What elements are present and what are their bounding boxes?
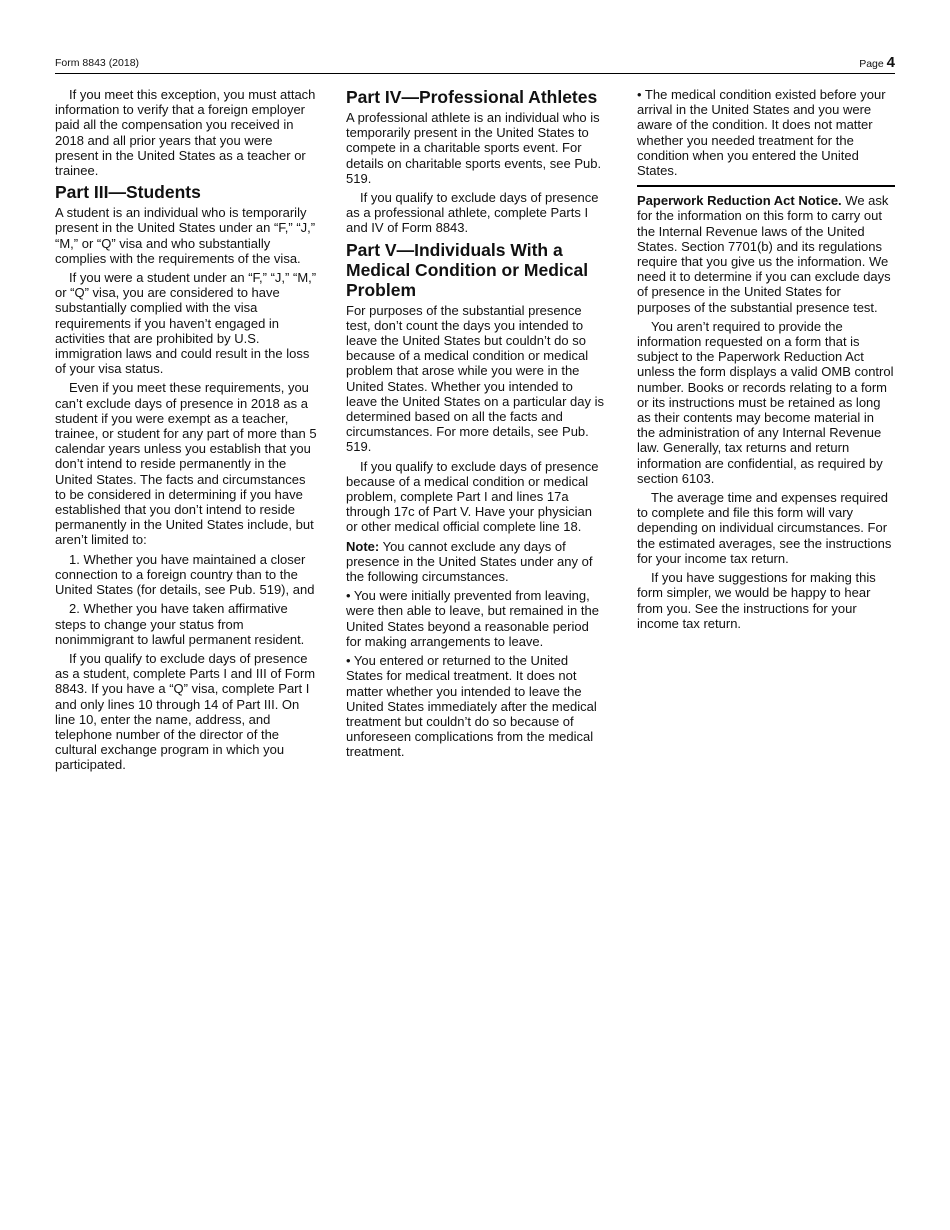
page-number-value: 4 xyxy=(886,54,895,71)
paperwork-notice xyxy=(637,193,895,315)
column-left xyxy=(55,87,317,777)
paragraph: A professional athlete is an individual who is temporarily present in the United States to compete in a charitable sports event. For details on charitable sports events, see Pub. 519. xyxy=(346,110,602,186)
paragraph: If you qualify to exclude days of presence because of a medical condition or medical problem, complete Part I and lines 17a through 17c of Part V. Have your physician or other medical official complete line 18. xyxy=(346,458,599,535)
note-text: You cannot exclude any days of presence in the United States under any of the following circumstances. xyxy=(346,538,593,585)
list-item: 2. Whether you have taken affirmative steps to change your status from nonimmigrant to lawful permanent resident. xyxy=(55,601,305,647)
bullet-item: • The medical condition existed before your arrival in the United States and you were aware of the condition. It does not matter whether you needed treatment for the condition when you entered the United States. xyxy=(637,87,886,179)
paragraph: A student is an individual who is temporarily present in the United States under an “F,” “J,” “M,” or “Q” visa and who substantially complies with the requirements of the visa. xyxy=(55,205,316,266)
column-right xyxy=(637,87,895,635)
page-header xyxy=(55,53,895,74)
page-number xyxy=(859,54,895,71)
form-id: Form 8843 (2018) xyxy=(55,57,140,69)
note-paragraph xyxy=(346,539,606,585)
paragraph: Even if you meet these requirements, you can’t exclude days of presence in 2018 as a student if you were exempt as a teacher, trainee, or student for any part of more than 5 calendar years unless you establish that you don’t intend to reside permanently in the United States. The facts and circumstances to be considered in determining if you have established that you don’t intend to reside permanently in the United States include, but aren’t limited to: xyxy=(55,380,317,548)
paragraph: The average time and expenses required to complete and file this form will vary depending on individual circumstances. For the estimated averages, see the instructions for your income tax return. xyxy=(637,490,892,566)
paragraph: If you were a student under an “F,” “J,” “M,” or “Q” visa, you are considered to have substantially complied with the visa requirements if you haven’t engaged in activities that are prohibited by U.S. immigration laws and could result in the loss of your visa status. xyxy=(55,270,317,377)
paperwork-notice-text: We ask for the information on this form to carry out the Internal Revenue laws of the United States. Section 7701(b) and its regulations require that you give us the information. We need it to determine if you can exclude days of presence in the United States for purposes of the substantial presence test. xyxy=(637,193,891,315)
paragraph: If you meet this exception, you must attach information to verify that a foreign employer paid all the compensation you received in 2018 and all prior years that you were present in the United States as a teacher or trainee. xyxy=(55,87,316,179)
section-divider xyxy=(637,185,895,187)
list-item: 1. Whether you have maintained a closer connection to a foreign country than to the United States (for details, see Pub. 519), and xyxy=(55,551,315,598)
section-heading-part-iii: Part III—Students xyxy=(55,182,201,203)
section-heading-part-v: Part V—Individuals With a Medical Condition or Medical Problem xyxy=(346,239,589,300)
note-label: Note: xyxy=(346,538,380,554)
page-label: Page xyxy=(859,58,884,70)
bullet-item: • You were initially prevented from leaving, were then able to leave, but remained in the United States beyond a reasonable period for making arrangements to leave. xyxy=(346,588,599,649)
paragraph: If you have suggestions for making this form simpler, we would be happy to hear from you. See the instructions for your income tax return. xyxy=(637,570,876,631)
paragraph: For purposes of the substantial presence test, don’t count the days you intended to leave the United States but couldn’t do so because of a medical condition or medical problem that arose while you were in the United States. Whether you intended to leave the United States on a particular day is determined based on all the facts and circumstances. For more details, see Pub. 519. xyxy=(346,302,604,455)
column-middle xyxy=(346,87,606,764)
paragraph: You aren’t required to provide the information requested on a form that is subject to the Paperwork Reduction Act unless the form displays a valid OMB control number. Books or records relating to a form or its instructions must be retained as long as their contents may become material in the administration of any Internal Revenue law. Generally, tax returns and return information are confidential, as required by section 6103. xyxy=(637,318,894,486)
paragraph: If you qualify to exclude days of presence as a professional athlete, complete Parts I and IV of Form 8843. xyxy=(346,190,599,236)
paragraph: If you qualify to exclude days of presence as a student, complete Parts I and III of Form 8843. If you have a “Q” visa, complete Part I and only lines 10 through 14 of Part III. On line 10, enter the name, address, and telephone number of the director of the cultural exchange program in which you participated. xyxy=(55,650,316,773)
paperwork-notice-label: Paperwork Reduction Act Notice. xyxy=(637,193,842,209)
bullet-item: • You entered or returned to the United States for medical treatment. It does not matter whether you intended to leave the United States immediately after the medical treatment but couldn’t do so because of unforeseen complications from the medical treatment. xyxy=(346,653,597,760)
section-heading-part-iv: Part IV—Professional Athletes xyxy=(346,87,598,107)
